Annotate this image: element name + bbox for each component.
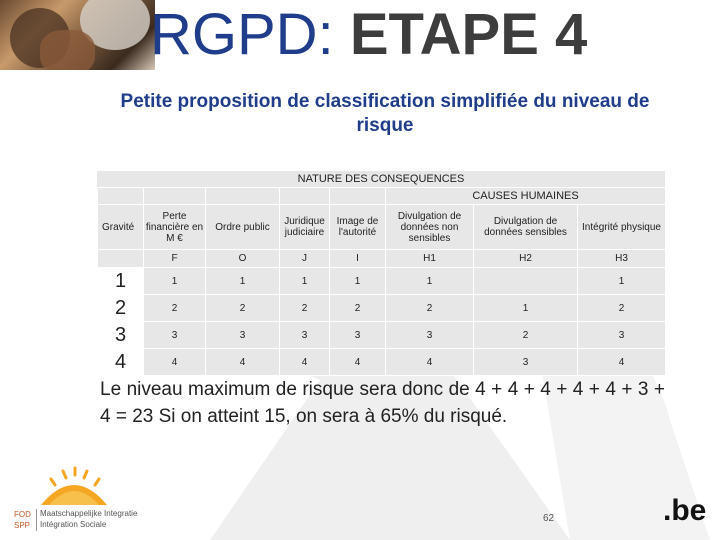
sun-logo-icon (39, 465, 109, 507)
gravity-level: 1 (98, 268, 144, 295)
table-cell (330, 188, 386, 205)
column-code: I (330, 250, 386, 268)
table-cell: 4 (280, 349, 330, 376)
table-cell: 2 (386, 295, 474, 322)
table-cell (98, 250, 144, 268)
causes-humaines-label: CAUSES HUMAINES (386, 188, 666, 205)
table-cell: 2 (578, 295, 666, 322)
table-cell (98, 188, 144, 205)
gravity-level: 2 (98, 295, 144, 322)
table-cell: 3 (206, 322, 280, 349)
page-number: 62 (543, 513, 555, 524)
table-cell (206, 188, 280, 205)
risk-classification-table (97, 187, 666, 376)
fod-spp-label (14, 509, 31, 531)
section-label: NATURE DES CONSEQUENCES (97, 171, 665, 187)
table-row (98, 268, 666, 295)
table-row (98, 295, 666, 322)
table-cell: 4 (578, 349, 666, 376)
org-line-nl: Maatschappelijke Integratie (40, 509, 138, 518)
table-cell: 1 (474, 295, 578, 322)
title-etape: ETAPE 4 (349, 2, 588, 67)
children-photo (0, 0, 155, 70)
column-header: Divulgation de données sensibles (474, 205, 578, 250)
column-code: H1 (386, 250, 474, 268)
table-cell: 4 (330, 349, 386, 376)
table-cell: 3 (144, 322, 206, 349)
column-code-row (98, 250, 666, 268)
column-code: F (144, 250, 206, 268)
page-title (150, 0, 670, 70)
column-header-row (98, 205, 666, 250)
table-row (98, 349, 666, 376)
table-cell: 3 (386, 322, 474, 349)
table-cell: 4 (206, 349, 280, 376)
column-header: Intégrité physique (578, 205, 666, 250)
spp-label: SPP (14, 521, 31, 530)
column-code: H3 (578, 250, 666, 268)
gravity-level: 4 (98, 349, 144, 376)
table-cell: 1 (330, 268, 386, 295)
organization-logo (14, 465, 154, 535)
table-cell: 3 (578, 322, 666, 349)
column-code: H2 (474, 250, 578, 268)
table-cell (144, 188, 206, 205)
organization-name (40, 508, 137, 530)
table-cell (474, 268, 578, 295)
be-logo: .be (663, 494, 707, 527)
table-row (98, 322, 666, 349)
org-line-fr: Intégration Sociale (40, 520, 107, 529)
table-cell: 4 (386, 349, 474, 376)
table-cell: 3 (280, 322, 330, 349)
table-cell: 1 (578, 268, 666, 295)
table-cell: 2 (280, 295, 330, 322)
logo-divider (36, 509, 37, 531)
table-cell: 3 (474, 349, 578, 376)
column-header: Ordre public (206, 205, 280, 250)
title-rgpd: RGPD: (150, 2, 334, 67)
table-cell: 1 (144, 268, 206, 295)
column-header: Perte financière en M € (144, 205, 206, 250)
table-cell: 1 (280, 268, 330, 295)
column-code: O (206, 250, 280, 268)
page-subtitle: Petite proposition de classification simplifiée du niveau de risque (120, 91, 650, 136)
fod-label: FOD (14, 510, 31, 519)
table-cell: 4 (144, 349, 206, 376)
column-code: J (280, 250, 330, 268)
gravite-label: Gravité (98, 205, 144, 250)
causes-row (98, 188, 666, 205)
table-cell: 2 (474, 322, 578, 349)
gravity-level: 3 (98, 322, 144, 349)
table-cell: 2 (206, 295, 280, 322)
table-cell: 2 (330, 295, 386, 322)
table-cell (280, 188, 330, 205)
column-header: Juridique judiciaire (280, 205, 330, 250)
conclusion-text: Le niveau maximum de risque sera donc de 4 + 4 + 4 + 4 + 4 + 3 + 4 = 23 Si on atteint 15, on sera à 65% du risqué. (100, 379, 665, 427)
column-header: Divulgation de données non sensibles (386, 205, 474, 250)
table-cell: 3 (330, 322, 386, 349)
column-header: Image de l'autorité (330, 205, 386, 250)
table-cell: 2 (144, 295, 206, 322)
table-cell: 1 (386, 268, 474, 295)
table-cell: 1 (206, 268, 280, 295)
